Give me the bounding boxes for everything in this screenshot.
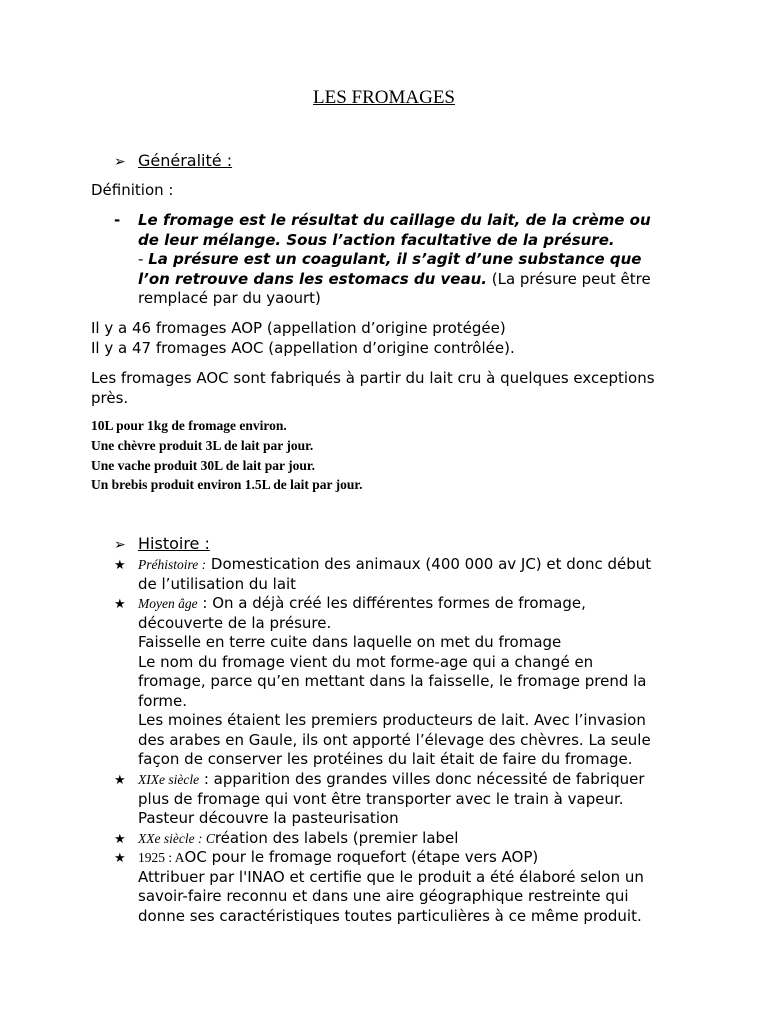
- fact-line: 10L pour 1kg de fromage environ.: [91, 418, 287, 433]
- cru-line: Les fromages AOC sont fabriqués à partir du lait cru à quelques exceptions: [91, 369, 655, 387]
- history-item-first: [138, 829, 738, 849]
- history-first-text: réation des labels (premier label: [214, 829, 459, 847]
- history-item: [138, 848, 738, 926]
- presure-last: remplacé par du yaourt): [138, 289, 321, 307]
- history-label: Moyen âge: [138, 596, 198, 611]
- section-heading-histoire: [114, 534, 210, 553]
- history-item-first: [138, 594, 738, 614]
- history-line: Le nom du fromage vient du mot forme-age qui a changé en: [138, 652, 594, 671]
- history-label: Préhistoire :: [138, 557, 207, 572]
- fact-line: Une vache produit 30L de lait par jour.: [91, 457, 316, 473]
- history-first-text: OC pour le fromage roquefort (étape vers AOP): [184, 848, 539, 866]
- facts-block: [91, 416, 363, 495]
- presure-rest: (La présure peut être: [486, 269, 651, 288]
- presure-line: [138, 250, 698, 270]
- history-line: Faisselle en terre cuite dans laquelle on met du fromage: [138, 633, 562, 651]
- section-heading-generalite: [114, 151, 232, 170]
- definition-label: Définition :: [91, 181, 174, 199]
- star-bullet-icon: ★: [114, 850, 126, 865]
- history-first-text: : On a déjà créé les différentes formes de fromage,: [197, 594, 586, 612]
- arrow-bullet-icon: ➢: [114, 154, 126, 170]
- history-line: des arabes en Gaule, ils ont apporté l’élevage des chèvres. La seule: [138, 730, 651, 749]
- history-item: [138, 770, 738, 829]
- history-item: [138, 594, 738, 770]
- history-label: XXe siècle : C: [138, 831, 215, 846]
- history-line: Les moines étaient les premiers producteurs de lait. Avec l’invasion: [138, 711, 646, 729]
- section-heading-text: Généralité :: [138, 151, 233, 170]
- page-title: [0, 87, 768, 109]
- history-line: Attribuer par l'INAO et certifie que le produit a été élaboré selon un: [138, 867, 644, 886]
- history-first-text: : apparition des grandes villes donc nécessité de fabriquer: [199, 770, 645, 788]
- star-bullet-icon: ★: [114, 557, 126, 572]
- star-bullet-icon: ★: [114, 831, 126, 846]
- history-item: [138, 829, 738, 849]
- definition-block: [138, 211, 698, 309]
- star-bullet-icon: ★: [114, 772, 126, 787]
- history-first-text: Domestication des animaux (400 000 av JC) et donc début: [206, 555, 652, 573]
- history-line: donne ses caractéristiques toutes particulières à ce même produit.: [138, 906, 642, 925]
- cru-block: [91, 369, 655, 408]
- definition-line: de leur mélange. Sous l’action facultative de la présure.: [138, 230, 615, 249]
- history-line: découverte de la présure.: [138, 613, 332, 632]
- history-item-first: [138, 555, 738, 575]
- aop-aoc-block: [91, 319, 515, 358]
- history-line: fromage, parce qu’en mettant dans la faisselle, le fromage prend la: [138, 672, 647, 690]
- history-line: Pasteur découvre la pasteurisation: [138, 809, 399, 827]
- history-item-first: [138, 770, 738, 790]
- fact-line: Un brebis produit environ 1.5L de lait par jour.: [91, 477, 363, 493]
- history-line: de l’utilisation du lait: [138, 574, 297, 593]
- presure-prefix: -: [138, 250, 149, 268]
- history-line: façon de conserver les protéines du lait était de faire du fromage.: [138, 750, 633, 768]
- history-line: forme.: [138, 691, 187, 710]
- aop-line: Il y a 46 fromages AOP (appellation d’origine protégée): [91, 319, 506, 337]
- fact-line: Une chèvre produit 3L de lait par jour.: [91, 437, 314, 453]
- cru-line: près.: [91, 388, 129, 407]
- history-label: XIXe siècle: [138, 772, 200, 787]
- title-text: LES FROMAGES: [313, 87, 455, 108]
- star-bullet-icon: ★: [114, 596, 126, 611]
- history-item: [138, 555, 738, 594]
- arrow-bullet-icon: ➢: [114, 537, 126, 553]
- definition-line: Le fromage est le résultat du caillage du lait, de la crème ou: [138, 211, 651, 229]
- dash-bullet: -: [114, 211, 121, 229]
- history-line: savoir-faire reconnu et dans une aire géographique restreinte qui: [138, 887, 629, 905]
- history-line: plus de fromage qui vont être transporter avec le train à vapeur.: [138, 789, 624, 808]
- presure-line: [138, 270, 698, 290]
- aoc-line: Il y a 47 fromages AOC (appellation d’origine contrôlée).: [91, 338, 515, 357]
- presure-bold: La présure est un coagulant, il s’agit d’une substance que: [148, 250, 642, 268]
- history-label: 1925 : A: [138, 850, 185, 865]
- history-item-first: [138, 848, 738, 868]
- section-heading-text: Histoire :: [138, 534, 210, 553]
- presure-bold-2: l’on retrouve dans les estomacs du veau.: [138, 269, 487, 288]
